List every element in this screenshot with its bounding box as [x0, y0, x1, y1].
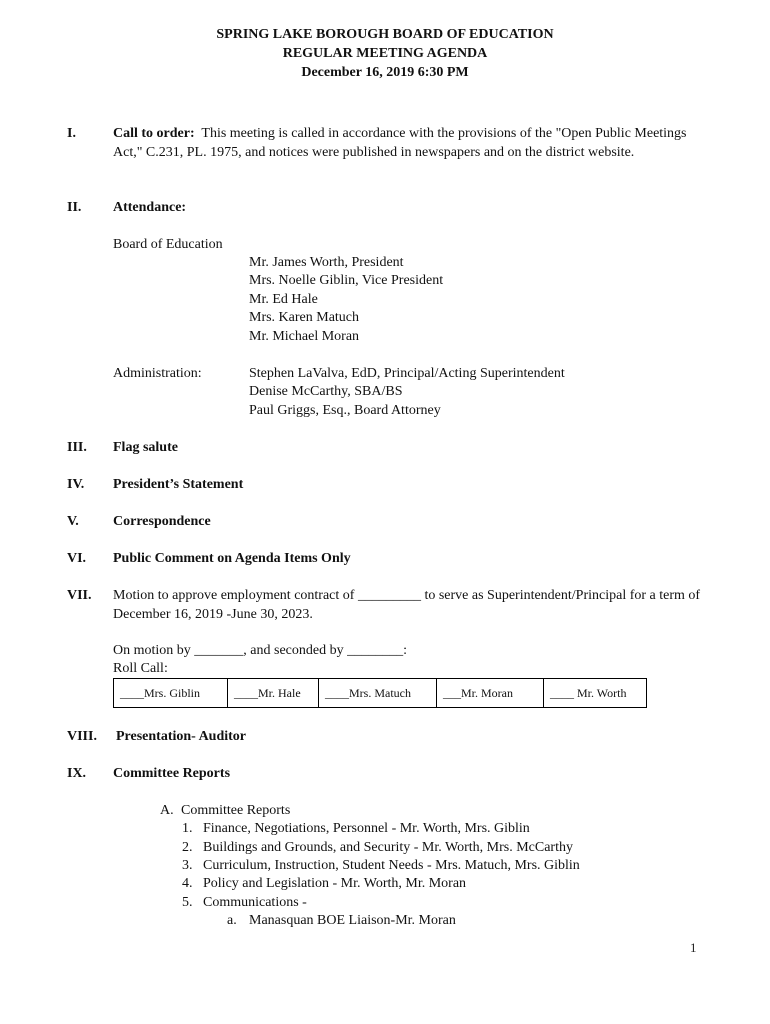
admin-member: Denise McCarthy, SBA/BS — [249, 384, 403, 399]
section-number: I. — [67, 126, 76, 141]
roll-call-cell: ____Mrs. Giblin — [114, 679, 228, 708]
section-number: II. — [67, 200, 82, 215]
admin-label: Administration: — [113, 366, 202, 381]
section-number: IV. — [67, 477, 85, 492]
section-number: III. — [67, 440, 87, 455]
roll-call-cell: ___Mr. Moran — [437, 679, 544, 708]
board-label: Board of Education — [113, 237, 223, 252]
roll-call-cell: ____Mr. Hale — [228, 679, 319, 708]
section-title: Flag salute — [113, 440, 178, 455]
list-marker: a. — [227, 913, 237, 928]
section-title: President’s Statement — [113, 477, 244, 492]
list-marker: 1. — [182, 821, 193, 836]
list-item: Manasquan BOE Liaison-Mr. Moran — [249, 913, 456, 928]
meeting-date: December 16, 2019 6:30 PM — [301, 65, 469, 80]
list-marker: 5. — [182, 895, 193, 910]
section-text: This meeting is called in accordance with the provisions of the "Open Public Meetings Act," C.231, PL. 1975, and notices were published in newspapers and on the district website. — [113, 126, 687, 160]
table-row — [114, 679, 647, 708]
page-number: 1 — [690, 940, 697, 955]
roll-call-label: Roll Call: — [113, 661, 168, 676]
list-item: Finance, Negotiations, Personnel - Mr. Worth, Mrs. Giblin — [203, 821, 530, 836]
section-number: VII. — [67, 588, 92, 603]
board-member: Mr. James Worth, President — [249, 255, 404, 270]
board-member: Mrs. Noelle Giblin, Vice President — [249, 273, 444, 288]
on-motion-text: On motion by _______, and seconded by ________: — [113, 643, 407, 658]
admin-member: Paul Griggs, Esq., Board Attorney — [249, 403, 441, 418]
section-title: Presentation- Auditor — [116, 729, 247, 744]
section-number: V. — [67, 514, 79, 529]
list-item: Communications - — [203, 895, 307, 910]
list-item: Buildings and Grounds, and Security - Mr. Worth, Mrs. McCarthy — [203, 840, 573, 855]
admin-member: Stephen LaValva, EdD, Principal/Acting Superintendent — [249, 366, 565, 381]
roll-call-table — [113, 678, 647, 708]
list-marker: 4. — [182, 876, 193, 891]
document-subtitle: REGULAR MEETING AGENDA — [282, 46, 488, 61]
section-title: Correspondence — [113, 514, 211, 529]
section-title: Committee Reports — [113, 766, 231, 781]
roll-call-cell: ____Mrs. Matuch — [319, 679, 437, 708]
call-to-order-paragraph — [113, 125, 703, 162]
list-marker: A. — [160, 803, 174, 818]
board-member: Mrs. Karen Matuch — [249, 310, 360, 325]
roll-call-cell: ____ Mr. Worth — [544, 679, 647, 708]
list-marker: 2. — [182, 840, 193, 855]
board-member: Mr. Michael Moran — [249, 329, 360, 344]
sub-heading: Committee Reports — [181, 803, 291, 818]
section-number: VI. — [67, 551, 87, 566]
list-item: Curriculum, Instruction, Student Needs - Mrs. Matuch, Mrs. Giblin — [203, 858, 580, 873]
document-title: SPRING LAKE BOROUGH BOARD OF EDUCATION — [216, 27, 554, 42]
list-item: Policy and Legislation - Mr. Worth, Mr. Moran — [203, 876, 467, 891]
section-number: IX. — [67, 766, 87, 781]
section-title: Attendance: — [113, 200, 187, 215]
section-number: VIII. — [67, 729, 97, 744]
board-member: Mr. Ed Hale — [249, 292, 318, 307]
section-title: Public Comment on Agenda Items Only — [113, 551, 351, 566]
list-marker: 3. — [182, 858, 193, 873]
section-title: Call to order: — [113, 126, 195, 141]
motion-text: Motion to approve employment contract of _________ to serve as Superintendent/Principal for a term of December 16, 2019 -June 30, 2023. — [113, 588, 701, 622]
